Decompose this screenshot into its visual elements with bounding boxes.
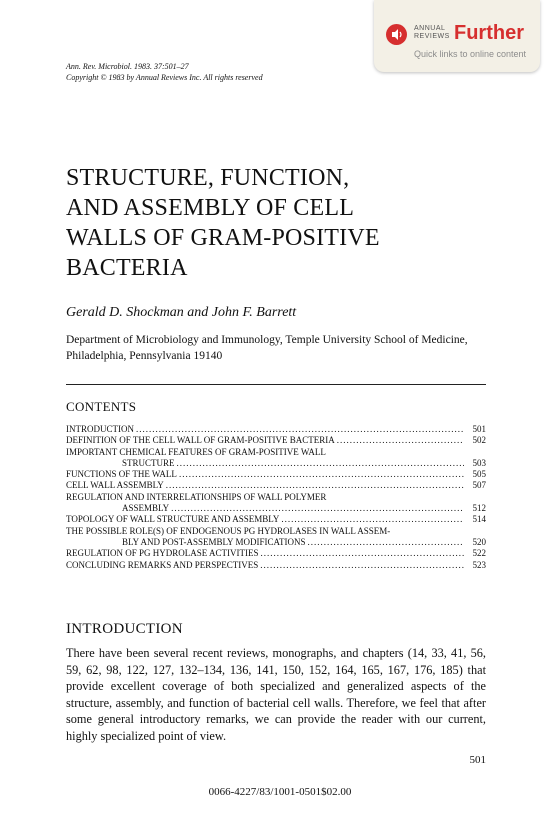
toc-leader-dots <box>307 537 464 548</box>
annual-reviews-logo-text: ANNUAL REVIEWS <box>414 25 450 40</box>
toc-entry-introduction[interactable]: INTRODUCTION ..... 501 <box>66 424 486 435</box>
citation-copyright: Copyright © 1983 by Annual Reviews Inc. All rights reserved <box>66 73 263 82</box>
title-line: WALLS OF GRAM-POSITIVE <box>66 225 380 251</box>
toc-leader-dots <box>337 435 464 446</box>
toc-entry-pg-hydrolases[interactable]: BLY AND POST-ASSEMBLY MODIFICATIONS ..... 520 <box>66 537 486 548</box>
toc-leader-dots <box>260 560 464 571</box>
page-number: 501 <box>469 754 486 766</box>
title-line: BACTERIA <box>66 255 188 281</box>
toc-entry-concluding-remarks[interactable]: CONCLUDING REMARKS AND PERSPECTIVES ..... 523 <box>66 560 486 571</box>
toc-leader-dots <box>281 514 464 525</box>
title-line: AND ASSEMBLY OF CELL <box>66 195 355 221</box>
introduction-heading: INTRODUCTION <box>66 621 183 637</box>
toc-entry-regulation-polymer-line1[interactable]: REGULATION AND INTERRELATIONSHIPS OF WALL POLYMER <box>66 491 327 502</box>
toc-leader-dots <box>261 548 465 559</box>
citation-reference: Ann. Rev. Microbiol. 1983. 37:501–27 <box>66 62 189 71</box>
toc-entry-regulation-polymer[interactable]: ASSEMBLY ..... 512 <box>66 503 486 514</box>
annual-reviews-further-banner[interactable] <box>374 0 540 72</box>
toc-entry-definition[interactable]: DEFINITION OF THE CELL WALL OF GRAM-POSITIVE BACTERIA ..... 502 <box>66 435 486 446</box>
toc-leader-dots <box>136 424 464 435</box>
toc-entry-topology[interactable]: TOPOLOGY OF WALL STRUCTURE AND ASSEMBLY ..... 514 <box>66 514 486 525</box>
toc-entry-cell-wall-assembly[interactable]: CELL WALL ASSEMBLY ..... 507 <box>66 480 486 491</box>
toc-entry-regulation-pg[interactable]: REGULATION OF PG HYDROLASE ACTIVITIES ..... 522 <box>66 548 486 559</box>
toc-entry-chemical-features-line1[interactable]: IMPORTANT CHEMICAL FEATURES OF GRAM-POSITIVE WALL <box>66 446 326 457</box>
article-authors: Gerald D. Shockman and John F. Barrett <box>66 305 297 320</box>
toc-entry-pg-hydrolases-line1[interactable]: THE POSSIBLE ROLE(S) OF ENDOGENOUS PG HYDROLASES IN WALL ASSEM- <box>66 525 391 536</box>
article-title <box>66 163 380 283</box>
introduction-paragraph: There have been several recent reviews, monographs, and chapters (14, 33, 41, 56, 59, 62, 98, 122, 127, 132–134, 136, 141, 150, 152, 164, 165, 167, 176, 185) that provide excellent coverage of both specialized and generalized aspects of the structure, assembly, and function of bacterial cell walls. Therefore, we feel that after some general introductory remarks, we can provide the reader with our current, highly specialized point of view. <box>66 646 486 743</box>
author-affiliation: Department of Microbiology and Immunology, Temple University School of Medicine, Philadelphia, Pennsylvania 19140 <box>66 334 468 362</box>
toc-entry-chemical-features[interactable]: STRUCTURE ..... 503 <box>66 458 486 469</box>
toc-leader-dots <box>177 458 464 469</box>
toc-leader-dots <box>179 469 464 480</box>
title-line: STRUCTURE, FUNCTION, <box>66 165 350 191</box>
toc-leader-dots <box>166 480 464 491</box>
table-of-contents <box>66 424 486 571</box>
toc-leader-dots <box>171 503 464 514</box>
article-code: 0066-4227/83/1001-0501$02.00 <box>208 786 352 798</box>
further-logo-text: Further <box>454 22 524 44</box>
contents-heading: CONTENTS <box>66 399 137 414</box>
journal-citation <box>66 61 263 83</box>
section-divider <box>66 384 486 385</box>
speaker-icon <box>386 24 407 45</box>
quick-links-link[interactable]: Quick links to online content <box>414 49 527 59</box>
toc-entry-functions[interactable]: FUNCTIONS OF THE WALL ..... 505 <box>66 469 486 480</box>
